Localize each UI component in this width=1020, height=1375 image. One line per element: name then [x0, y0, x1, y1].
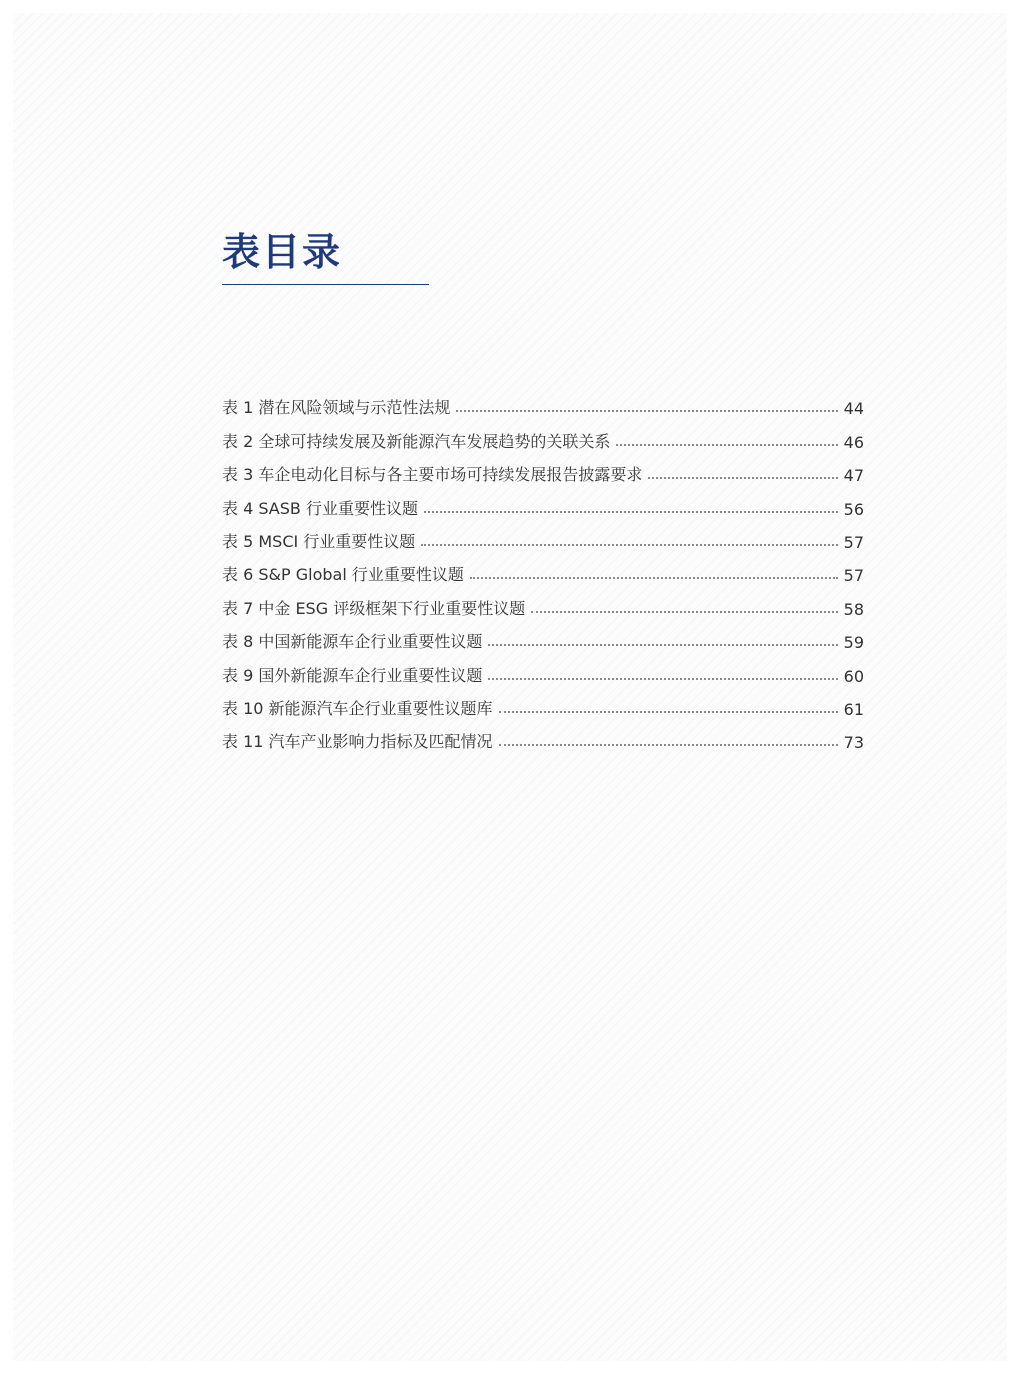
title-underline — [222, 284, 429, 285]
toc-item-page: 44 — [843, 399, 864, 419]
toc-item[interactable] — [222, 619, 864, 652]
toc-dot-leader — [499, 711, 838, 713]
toc-item[interactable] — [222, 485, 864, 518]
toc-item[interactable] — [222, 552, 864, 585]
toc-item-label: 表 4 SASB 行业重要性议题 — [222, 498, 418, 518]
toc-item-page: 59 — [843, 633, 864, 653]
toc-item-page: 60 — [843, 666, 864, 686]
toc-item-page: 46 — [843, 432, 864, 452]
toc-dot-leader — [421, 544, 837, 546]
toc-item[interactable] — [222, 719, 864, 752]
toc-item[interactable] — [222, 385, 864, 418]
toc-dot-leader — [499, 744, 838, 746]
toc-item[interactable] — [222, 686, 864, 719]
toc-dot-leader — [488, 644, 837, 646]
toc-item[interactable] — [222, 652, 864, 685]
toc-item-page: 61 — [843, 699, 864, 719]
table-of-contents — [222, 385, 864, 752]
toc-item-page: 47 — [843, 466, 864, 486]
toc-item-label: 表 2 全球可持续发展及新能源汽车发展趋势的关联关系 — [222, 431, 611, 451]
toc-item[interactable] — [222, 519, 864, 552]
toc-item-page: 57 — [843, 566, 864, 586]
toc-dot-leader — [470, 577, 838, 579]
toc-item-label: 表 9 国外新能源车企行业重要性议题 — [222, 665, 483, 685]
toc-item-label: 表 11 汽车产业影响力指标及匹配情况 — [222, 732, 493, 752]
toc-item-label: 表 10 新能源汽车企行业重要性议题库 — [222, 698, 493, 718]
toc-item-label: 表 1 潜在风险领域与示范性法规 — [222, 398, 451, 418]
toc-item-page: 57 — [843, 532, 864, 552]
toc-item-page: 58 — [843, 599, 864, 619]
page-title: 表目录 — [222, 230, 343, 274]
toc-item[interactable] — [222, 452, 864, 485]
toc-dot-leader — [648, 477, 837, 479]
toc-dot-leader — [424, 511, 838, 513]
toc-dot-leader — [456, 410, 837, 412]
toc-item-label: 表 8 中国新能源车企行业重要性议题 — [222, 632, 483, 652]
toc-item-label: 表 3 车企电动化目标与各主要市场可持续发展报告披露要求 — [222, 465, 643, 485]
toc-item-page: 56 — [843, 499, 864, 519]
toc-item[interactable] — [222, 418, 864, 451]
toc-item-label: 表 5 MSCI 行业重要性议题 — [222, 531, 416, 551]
toc-item-label: 表 7 中金 ESG 评级框架下行业重要性议题 — [222, 598, 526, 618]
toc-dot-leader — [531, 611, 837, 613]
toc-item-page: 73 — [843, 733, 864, 753]
toc-dot-leader — [616, 444, 837, 446]
toc-dot-leader — [488, 678, 837, 680]
toc-item[interactable] — [222, 585, 864, 618]
toc-item-label: 表 6 S&P Global 行业重要性议题 — [222, 565, 464, 585]
